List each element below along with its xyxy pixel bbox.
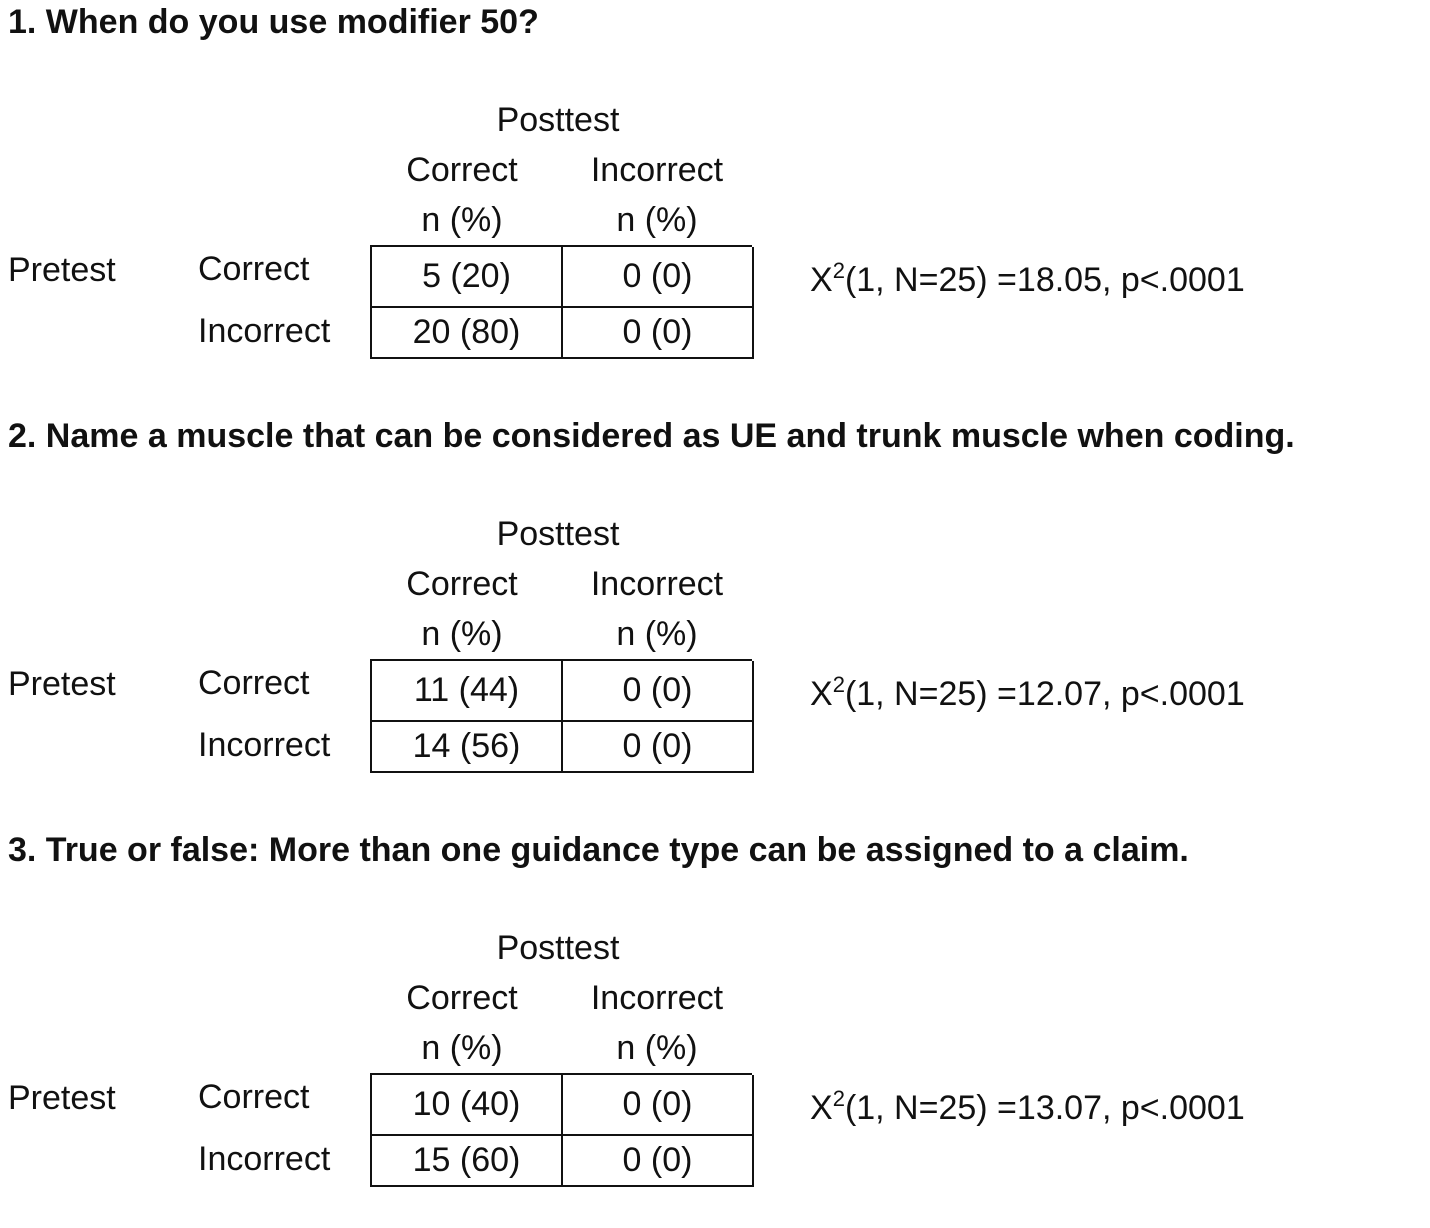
col-header-incorrect: Incorrect bbox=[590, 151, 724, 189]
col-unit-correct: n (%) bbox=[421, 201, 503, 239]
chi-symbol: X bbox=[810, 675, 833, 713]
question-block-3 bbox=[0, 828, 1430, 1228]
col-header-correct: Correct bbox=[406, 979, 518, 1017]
col-unit-incorrect: n (%) bbox=[616, 1029, 698, 1067]
question-block-2 bbox=[0, 414, 1430, 814]
chi-result: (1, N=25) =12.07, p<.0001 bbox=[844, 675, 1245, 713]
col-header-incorrect: Incorrect bbox=[590, 565, 724, 603]
chi-square-stat bbox=[810, 674, 1245, 714]
contingency-table bbox=[370, 1073, 752, 1187]
contingency-table bbox=[370, 659, 752, 773]
cell-incorrect-correct: 14 (56) bbox=[372, 722, 563, 773]
pretest-label: Pretest bbox=[8, 1079, 116, 1117]
posttest-header: Posttest bbox=[496, 515, 620, 553]
col-header-correct: Correct bbox=[406, 151, 518, 189]
row-label-incorrect: Incorrect bbox=[198, 312, 331, 350]
chi-symbol: X bbox=[810, 261, 833, 299]
col-header-correct: Correct bbox=[406, 565, 518, 603]
cell-incorrect-correct: 15 (60) bbox=[372, 1136, 563, 1187]
chi-exponent: 2 bbox=[832, 1086, 845, 1111]
row-label-correct: Correct bbox=[198, 250, 310, 288]
cell-correct-correct: 5 (20) bbox=[372, 247, 563, 308]
col-unit-incorrect: n (%) bbox=[616, 201, 698, 239]
cell-correct-incorrect: 0 (0) bbox=[563, 1075, 754, 1136]
cell-incorrect-incorrect: 0 (0) bbox=[563, 722, 754, 773]
chi-square-stat bbox=[810, 260, 1245, 300]
col-unit-correct: n (%) bbox=[421, 1029, 503, 1067]
chi-exponent: 2 bbox=[832, 258, 845, 283]
chi-symbol: X bbox=[810, 1089, 833, 1127]
row-label-correct: Correct bbox=[198, 1078, 310, 1116]
pretest-label: Pretest bbox=[8, 251, 116, 289]
chi-result: (1, N=25) =18.05, p<.0001 bbox=[844, 261, 1245, 299]
pretest-label: Pretest bbox=[8, 665, 116, 703]
row-label-incorrect: Incorrect bbox=[198, 1140, 331, 1178]
cell-incorrect-incorrect: 0 (0) bbox=[563, 308, 754, 359]
question-title: 2. Name a muscle that can be considered as UE and trunk muscle when coding. bbox=[8, 417, 1295, 455]
col-header-incorrect: Incorrect bbox=[590, 979, 724, 1017]
chi-exponent: 2 bbox=[832, 672, 845, 697]
cell-incorrect-incorrect: 0 (0) bbox=[563, 1136, 754, 1187]
chi-result: (1, N=25) =13.07, p<.0001 bbox=[844, 1089, 1245, 1127]
cell-correct-incorrect: 0 (0) bbox=[563, 661, 754, 722]
cell-correct-correct: 11 (44) bbox=[372, 661, 563, 722]
cell-incorrect-correct: 20 (80) bbox=[372, 308, 563, 359]
row-label-incorrect: Incorrect bbox=[198, 726, 331, 764]
chi-square-stat bbox=[810, 1088, 1245, 1128]
row-label-correct: Correct bbox=[198, 664, 310, 702]
cell-correct-correct: 10 (40) bbox=[372, 1075, 563, 1136]
col-unit-incorrect: n (%) bbox=[616, 615, 698, 653]
question-title: 1. When do you use modifier 50? bbox=[8, 3, 539, 41]
contingency-table bbox=[370, 245, 752, 359]
question-block-1 bbox=[0, 0, 1430, 400]
cell-correct-incorrect: 0 (0) bbox=[563, 247, 754, 308]
col-unit-correct: n (%) bbox=[421, 615, 503, 653]
posttest-header: Posttest bbox=[496, 101, 620, 139]
question-title: 3. True or false: More than one guidance type can be assigned to a claim. bbox=[8, 831, 1189, 869]
posttest-header: Posttest bbox=[496, 929, 620, 967]
